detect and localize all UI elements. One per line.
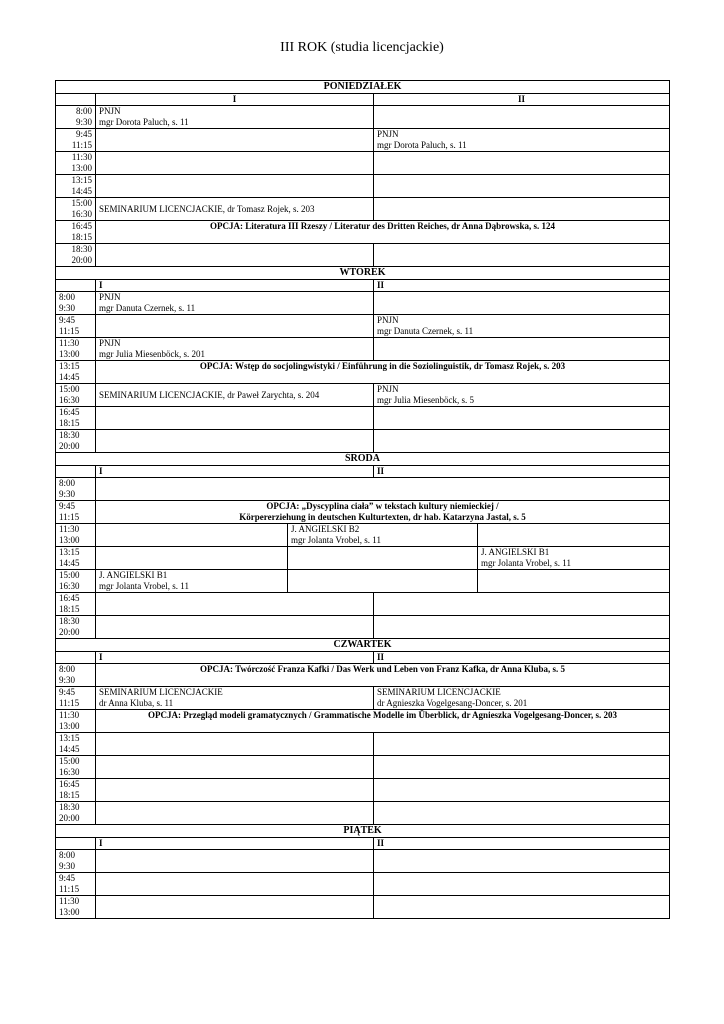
time-slot: 15:00 16:30 — [56, 198, 96, 221]
class-cell — [374, 802, 670, 825]
time-slot: 16:45 18:15 — [56, 221, 96, 244]
option-line: OPCJA: „Dyscyplina ciała” w tekstach kultury niemieckiej / — [266, 501, 499, 511]
day-header-monday: PONIEDZIAŁEK — [56, 81, 670, 94]
class-cell — [374, 873, 670, 896]
class-cell: PNJN mgr Danuta Czernek, s. 11 — [374, 315, 670, 338]
class-cell — [96, 896, 374, 919]
time-slot: 15:00 16:30 — [56, 756, 96, 779]
class-cell: SEMINARIUM LICENCJACKIE dr Anna Kluba, s. 11 — [96, 687, 374, 710]
class-cell: PNJN mgr Danuta Czernek, s. 11 — [96, 292, 374, 315]
class-cell — [288, 547, 478, 570]
time-slot: 16:45 18:15 — [56, 407, 96, 430]
class-cell — [96, 756, 374, 779]
time-slot: 9:45 11:15 — [56, 129, 96, 152]
time-slot: 9:45 11:15 — [56, 501, 96, 524]
time-slot: 18:30 20:00 — [56, 244, 96, 267]
time-slot: 8:00 9:30 — [56, 664, 96, 687]
time-slot: 11:30 13:00 — [56, 152, 96, 175]
class-cell — [374, 175, 670, 198]
time-slot: 11:30 13:00 — [56, 524, 96, 547]
class-cell — [374, 756, 670, 779]
time-header — [56, 838, 96, 850]
class-cell — [96, 593, 374, 616]
time-header — [56, 280, 96, 292]
class-cell — [374, 896, 670, 919]
class-cell: SEMINARIUM LICENCJACKIE dr Agnieszka Vogelgesang-Doncer, s. 201 — [374, 687, 670, 710]
class-cell — [96, 478, 670, 501]
class-cell — [96, 175, 374, 198]
group-header-i: I — [96, 280, 374, 292]
time-slot: 11:30 13:00 — [56, 338, 96, 361]
group-header-ii: II — [374, 466, 670, 478]
class-cell — [96, 850, 374, 873]
time-slot: 9:45 11:15 — [56, 315, 96, 338]
class-cell — [96, 873, 374, 896]
class-cell — [96, 152, 374, 175]
time-slot: 8:00 9:30 — [56, 478, 96, 501]
time-slot: 15:00 16:30 — [56, 570, 96, 593]
class-cell — [96, 547, 288, 570]
time-slot: 13:15 14:45 — [56, 361, 96, 384]
class-cell — [96, 733, 374, 756]
class-cell — [374, 106, 670, 129]
class-cell: PNJN mgr Julia Miesenböck, s. 5 — [374, 384, 670, 407]
time-slot: 18:30 20:00 — [56, 616, 96, 639]
time-slot: 18:30 20:00 — [56, 430, 96, 453]
time-header — [56, 466, 96, 478]
time-slot: 8:00 9:30 — [56, 850, 96, 873]
class-cell: PNJN mgr Julia Miesenböck, s. 201 — [96, 338, 374, 361]
group-header-ii: II — [374, 94, 670, 106]
class-cell — [374, 407, 670, 430]
class-cell: PNJN mgr Dorota Paluch, s. 11 — [374, 129, 670, 152]
group-header-ii: II — [374, 652, 670, 664]
day-header-wednesday: ŚRODA — [56, 453, 670, 466]
group-header-ii: II — [374, 280, 670, 292]
class-cell — [374, 850, 670, 873]
class-cell: SEMINARIUM LICENCJACKIE, dr Tomasz Rojek, s. 203 — [96, 198, 374, 221]
group-header-ii: II — [374, 838, 670, 850]
class-cell — [96, 802, 374, 825]
time-slot: 13:15 14:45 — [56, 733, 96, 756]
class-cell — [96, 779, 374, 802]
time-header — [56, 94, 96, 106]
class-cell: PNJN mgr Dorota Paluch, s. 11 — [96, 106, 374, 129]
class-cell — [374, 779, 670, 802]
time-slot: 16:45 18:15 — [56, 779, 96, 802]
time-slot: 16:45 18:15 — [56, 593, 96, 616]
day-header-thursday: CZWARTEK — [56, 639, 670, 652]
class-cell — [96, 407, 374, 430]
class-cell — [374, 733, 670, 756]
time-slot: 18:30 20:00 — [56, 802, 96, 825]
class-cell — [96, 315, 374, 338]
group-header-i: I — [96, 466, 374, 478]
schedule-table — [55, 80, 670, 919]
class-cell — [374, 616, 670, 639]
class-cell — [374, 292, 670, 315]
class-cell — [374, 198, 670, 221]
group-header-i: I — [96, 838, 374, 850]
group-header-i: I — [96, 652, 374, 664]
class-cell — [96, 129, 374, 152]
class-cell: SEMINARIUM LICENCJACKIE, dr Paweł Zarychta, s. 204 — [96, 384, 374, 407]
option-course: OPCJA: Twórczość Franza Kafki / Das Werk und Leben von Franz Kafka, dr Anna Kluba, s. 5 — [96, 664, 670, 687]
time-slot: 13:15 14:45 — [56, 175, 96, 198]
class-cell — [96, 524, 288, 547]
page-title: III ROK (studia licencjackie) — [280, 40, 444, 55]
class-cell — [96, 616, 374, 639]
time-slot: 9:45 11:15 — [56, 687, 96, 710]
option-course: OPCJA: Wstęp do socjolingwistyki / Einführung in die Soziolinguistik, dr Tomasz Rojek, s. 203 — [96, 361, 670, 384]
time-slot: 15:00 16:30 — [56, 384, 96, 407]
time-slot: 11:30 13:00 — [56, 896, 96, 919]
time-slot: 13:15 14:45 — [56, 547, 96, 570]
option-line: Körpererziehung in deutschen Kulturtexten, dr hab. Katarzyna Jastal, s. 5 — [239, 512, 526, 522]
option-course: OPCJA: Literatura III Rzeszy / Literatur des Dritten Reiches, dr Anna Dąbrowska, s. 124 — [96, 221, 670, 244]
class-cell — [374, 244, 670, 267]
class-cell — [96, 430, 374, 453]
time-slot: 8:00 9:30 — [56, 106, 96, 129]
class-cell — [478, 570, 670, 593]
day-header-friday: PIĄTEK — [56, 825, 670, 838]
time-slot: 9:45 11:15 — [56, 873, 96, 896]
class-cell — [374, 152, 670, 175]
time-slot: 11:30 13:00 — [56, 710, 96, 733]
class-cell — [288, 570, 478, 593]
time-header — [56, 652, 96, 664]
class-cell — [374, 338, 670, 361]
group-header-i: I — [96, 94, 374, 106]
class-cell: J. ANGIELSKI B1 mgr Jolanta Vrobel, s. 11 — [96, 570, 288, 593]
class-cell — [374, 593, 670, 616]
class-cell — [374, 430, 670, 453]
day-header-tuesday: WTOREK — [56, 267, 670, 280]
option-course: OPCJA: Przegląd modeli gramatycznych / Grammatische Modelle im Überblick, dr Agnieszka Vogelgesang-Doncer, s. 203 — [96, 710, 670, 733]
class-cell: J. ANGIELSKI B1 mgr Jolanta Vrobel, s. 11 — [478, 547, 670, 570]
class-cell — [478, 524, 670, 547]
class-cell: J. ANGIELSKI B2 mgr Jolanta Vrobel, s. 11 — [288, 524, 478, 547]
class-cell — [96, 244, 374, 267]
option-course — [96, 501, 670, 524]
time-slot: 8:00 9:30 — [56, 292, 96, 315]
